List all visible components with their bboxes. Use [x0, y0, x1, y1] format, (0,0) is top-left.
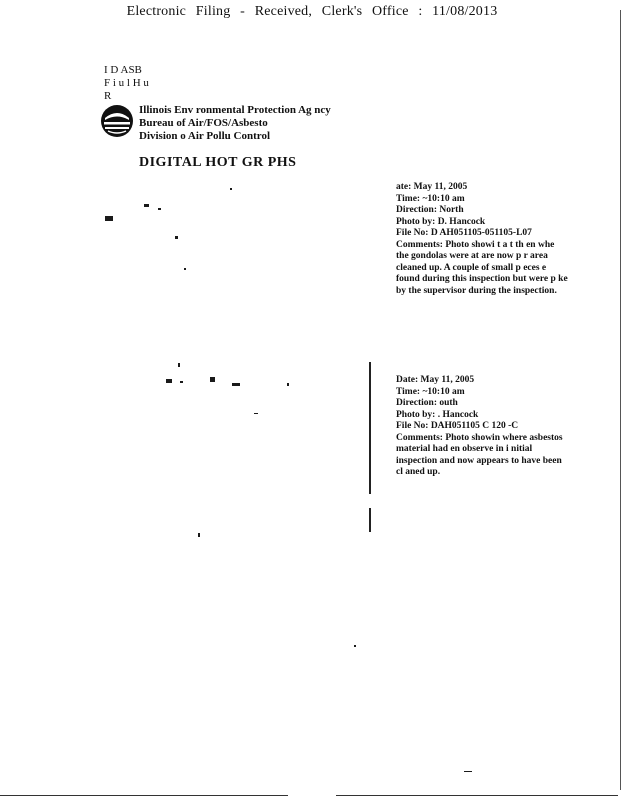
header-line-2: F i u l H u	[104, 77, 149, 89]
page-bottom-line	[0, 795, 288, 796]
photo-1-comment-line: by the supervisor during the inspection.	[396, 285, 557, 296]
photo-2-caption	[396, 375, 614, 479]
photo-2-comment-line: inspection and now appears to have been	[396, 455, 562, 466]
photo-1-caption	[396, 182, 614, 297]
scan-speck	[354, 645, 356, 647]
photo-1-comment-line: found during this inspection but were p ke	[396, 274, 568, 284]
photo-1-direction: Direction: North	[396, 205, 464, 215]
photo-1-comment-line: cleaned up. A couple of small p eces e	[396, 262, 547, 273]
photo-2-image	[150, 355, 370, 545]
photo-1-image	[100, 180, 370, 350]
division-name: Division o Air Pollu Control	[139, 130, 271, 142]
bureau-name: Bureau of Air/FOS/Asbesto	[139, 117, 268, 129]
document-title: DIGITAL HOT GR PHS	[139, 155, 297, 170]
agency-logo-icon	[100, 104, 134, 138]
photo-2-comment-line: cl aned up.	[396, 467, 441, 477]
photo-2-date: Date: May 11, 2005	[396, 375, 475, 385]
photo-2-comment-line: material had en observe in i nitial	[396, 444, 533, 454]
photo-2-time: Time: ~10:10 am	[396, 386, 465, 397]
agency-name: Illinois Env ronmental Protection Ag ncy	[139, 104, 331, 116]
photo-2-comment-line: Comments: Photo showin where asbestos	[396, 432, 563, 443]
photo-1-photographer: Photo by: D. Hancock	[396, 216, 486, 227]
photo-1-comment-line: the gondolas were at are now p r area	[396, 251, 548, 261]
photo-2-file-no: File No: DAH051105 C 120 -C	[396, 421, 519, 431]
photo-1-time: Time: ~10:10 am	[396, 193, 465, 204]
photo-2-photographer: Photo by: . Hancock	[396, 409, 479, 420]
page-bottom-line	[336, 795, 618, 796]
filing-stamp: Electronic Filing - Received, Clerk's Office : 11/08/2013	[126, 4, 498, 19]
header-line-3: R	[104, 90, 112, 102]
photo-2-border-line	[369, 508, 371, 532]
header-line-1: I D ASB	[104, 64, 142, 76]
page-edge-line	[620, 10, 621, 790]
photo-2-direction: Direction: outh	[396, 398, 458, 408]
scan-speck	[464, 771, 472, 772]
photo-1-date: ate: May 11, 2005	[396, 182, 468, 192]
photo-1-file-no: File No: D AH051105-051105-L07	[396, 228, 532, 238]
photo-1-comment-line: Comments: Photo showi t a t th en whe	[396, 239, 555, 250]
photo-2-border-line	[369, 362, 371, 494]
